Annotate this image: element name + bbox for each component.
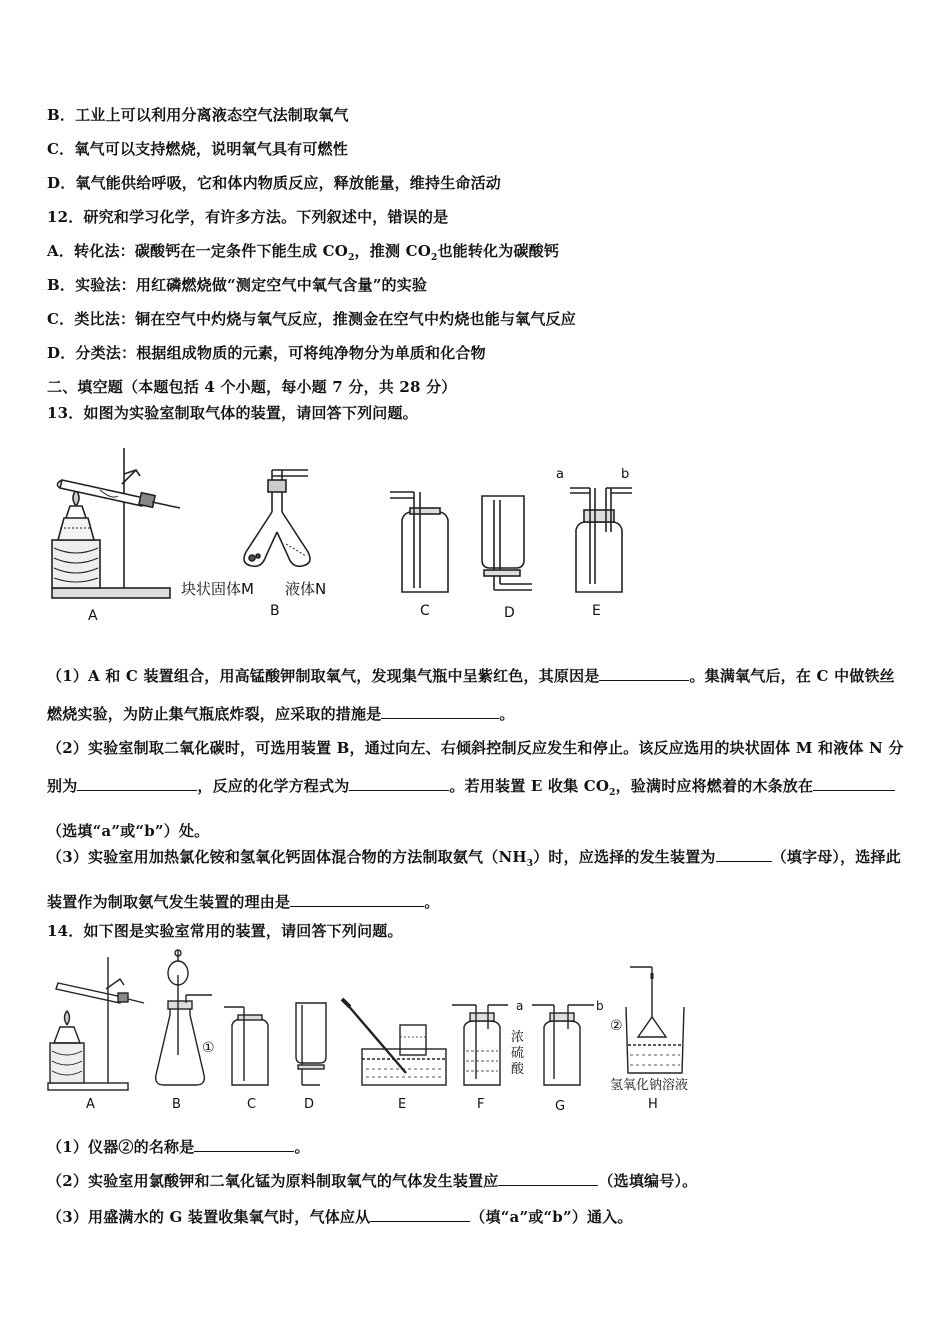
text-fragment: 。 [499, 705, 515, 723]
label-a: A [88, 608, 98, 624]
label-a: A [86, 1097, 95, 1112]
answer-blank[interactable] [290, 892, 424, 907]
apparatus-f [452, 1005, 508, 1085]
apparatus-b [244, 470, 310, 566]
mark-1: ① [202, 1040, 215, 1056]
answer-blank[interactable] [716, 847, 772, 862]
option-d-q11: D．氧气能供给呼吸，它和体内物质反应，释放能量，维持生命活动 [47, 174, 502, 192]
label-b: B [172, 1097, 181, 1112]
text-fragment: （选填编号）。 [598, 1172, 698, 1190]
label-e: E [398, 1097, 407, 1112]
apparatus-e [570, 488, 632, 592]
apparatus-a [52, 448, 180, 598]
q14-part-1 [47, 1136, 310, 1157]
port-a-label: a [516, 999, 524, 1013]
answer-blank[interactable] [599, 666, 689, 681]
question-13-stem: 13．如图为实验室制取气体的装置，请回答下列问题。 [47, 404, 418, 422]
label-h: H [648, 1097, 658, 1112]
text-fragment: （填字母），选择此装置作为制取氨气发生装置的理由是 [47, 848, 901, 911]
question-12-stem: 12．研究和学习化学，有许多方法。下列叙述中，错误的是 [47, 208, 449, 226]
label-f: F [477, 1097, 485, 1112]
answer-blank[interactable] [349, 776, 449, 791]
subscript: 2 [348, 253, 355, 263]
subscript: 3 [526, 859, 534, 869]
acid-char: 浓 [511, 1030, 525, 1045]
q13-part-1 [47, 657, 905, 733]
text-fragment: （3）用盛满水的 G 装置收集氧气时，气体应从 [47, 1208, 371, 1226]
text-fragment: （选填“a”或“b”）处。 [47, 822, 210, 840]
answer-blank[interactable] [194, 1137, 294, 1152]
label-d: D [504, 605, 515, 621]
text-fragment: （填“a”或“b”）通入。 [470, 1208, 633, 1226]
text-fragment: A．转化法：碳酸钙在一定条件下能生成 CO [47, 242, 349, 260]
answer-blank[interactable] [370, 1207, 470, 1222]
text-fragment: （2）实验室用氯酸钾和二氧化锰为原料制取氧气的气体发生装置应 [47, 1172, 499, 1190]
answer-blank[interactable] [77, 776, 197, 791]
q13-part-3 [47, 838, 905, 921]
text-fragment: ，推测 CO [354, 242, 431, 260]
option-c-q12: C．类比法：铜在空气中灼烧与氧气反应，推测金在空气中灼烧也能与氧气反应 [47, 310, 576, 328]
text-fragment: （2）实验室制取二氧化碳时，可选用装置 B，通过向左、右倾斜控制反应发生和停止。该反应选用的块状固体 M 和液体 N 分别为 [47, 739, 904, 795]
q14-part-2 [47, 1170, 697, 1191]
text-fragment: ，反应的化学方程式为 [197, 777, 350, 795]
apparatus-e [342, 999, 446, 1085]
text-fragment: 。 [424, 893, 440, 911]
option-d-q12: D．分类法：根据组成物质的元素，可将纯净物分为单质和化合物 [47, 344, 486, 362]
text-fragment: （1）仪器②的名称是 [47, 1138, 195, 1156]
apparatus-figure-1 [40, 440, 660, 630]
acid-char: 酸 [511, 1062, 525, 1077]
question-14-stem: 14．如下图是实验室常用的装置，请回答下列问题。 [47, 922, 403, 940]
label-c: C [420, 603, 430, 619]
text-fragment: （3）实验室用加热氯化铵和氢氧化钙固体混合物的方法制取氨气（NH [47, 848, 527, 866]
text-fragment: 。若用装置 E 收集 CO [449, 777, 610, 795]
apparatus-h [626, 967, 684, 1073]
subscript: 2 [430, 253, 438, 263]
text-fragment: 也能转化为碳酸钙 [437, 242, 560, 260]
solid-m-label: 块状固体M [181, 580, 254, 598]
answer-blank[interactable] [381, 704, 499, 719]
option-b-q11: B．工业上可以利用分离液态空气法制取氧气 [47, 106, 349, 124]
label-d: D [304, 1097, 315, 1112]
apparatus-c [224, 1007, 268, 1085]
mark-2: ② [610, 1018, 623, 1034]
port-b-label: b [621, 467, 630, 482]
conc-sulfuric-acid-label [511, 1030, 525, 1078]
text-fragment: （1）A 和 C 装置组合，用高锰酸钾制取氧气，发现集气瓶中呈紫红色，其原因是 [47, 667, 600, 685]
acid-char: 硫 [511, 1046, 525, 1061]
port-a-label: a [556, 467, 564, 482]
text-fragment: 。集满氧气后，在 C 中做铁丝燃烧实验，为防止集气瓶底炸裂，应采取的措施是 [47, 667, 895, 723]
answer-blank[interactable] [813, 776, 895, 791]
apparatus-c [390, 492, 448, 592]
label-b: B [270, 603, 280, 619]
apparatus-d [482, 496, 532, 590]
label-e: E [592, 603, 601, 619]
label-c: C [247, 1097, 257, 1112]
option-b-q12: B．实验法：用红磷燃烧做“测定空气中氧气含量”的实验 [47, 276, 428, 294]
option-a-q12 [47, 240, 559, 263]
text-fragment: ，验满时应将燃着的木条放在 [615, 777, 814, 795]
section-heading: 二、填空题（本题包括 4 个小题，每小题 7 分，共 28 分） [47, 378, 457, 396]
apparatus-a [48, 957, 144, 1090]
answer-blank[interactable] [498, 1171, 598, 1186]
apparatus-g [532, 1005, 594, 1085]
q14-part-3 [47, 1206, 633, 1227]
naoh-solution-label: 氢氧化钠溶液 [610, 1078, 689, 1093]
option-c-q11: C．氧气可以支持燃烧，说明氧气具有可燃性 [47, 140, 348, 158]
subscript: 2 [609, 788, 616, 798]
text-fragment: ）时，应选择的发生装置为 [533, 848, 716, 866]
apparatus-d [296, 1003, 326, 1085]
apparatus-b [156, 950, 212, 1085]
liquid-n-label: 液体N [285, 580, 327, 598]
label-g: G [555, 1099, 566, 1114]
port-b-label: b [596, 999, 604, 1013]
text-fragment: 。 [294, 1138, 310, 1156]
q13-part-2 [47, 729, 905, 850]
